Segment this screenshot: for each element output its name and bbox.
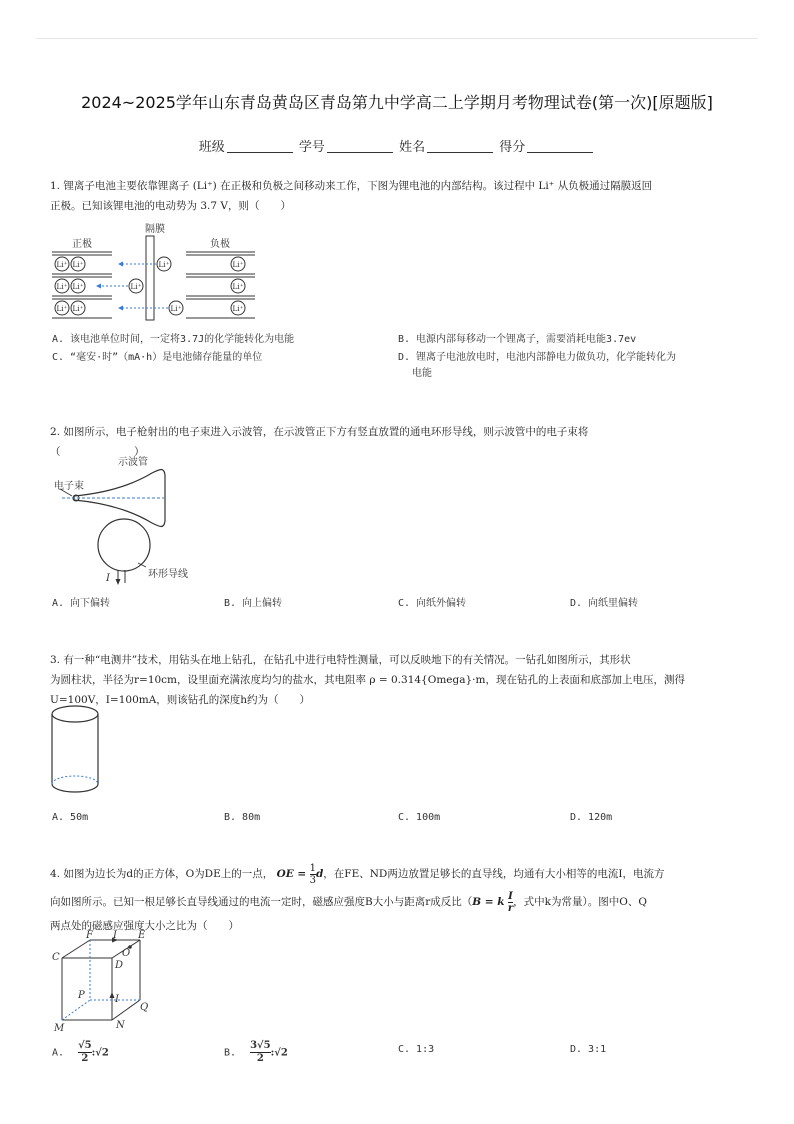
q4-line-2a: 向如图所示。已知一根足够长直导线通过的电流一定时，磁感应强度B大小与距离r成反比（ [50,896,473,908]
q2-option-a[interactable]: A. 向下偏转 [52,598,111,609]
current-top-label: I [113,930,117,941]
score-blank[interactable] [527,152,593,153]
ion-label: Li⁺ [72,260,84,269]
ring-wire [98,519,150,571]
q4-line-2b: ，式中k为常量）。图中O、Q [513,896,647,908]
ion-label: Li⁺ [232,260,244,269]
q4-line-1b: ，在FE、ND两边放置足够长的直导线，均通有大小相等的电流I，电流方 [323,868,665,880]
header-rule [36,38,758,39]
q1-option-d-line-2: 电能 [412,368,432,379]
q1-option-a[interactable]: A. 该电池单位时间，一定将3.7J的化学能转化为电能 [52,334,295,345]
q3-option-c[interactable]: C. 100m [398,812,441,823]
vertex-f-label: F [86,930,93,941]
q3-option-a[interactable]: A. 50m [52,812,89,823]
beam-label: 电子束 [54,481,84,492]
cube-edge [62,940,90,958]
q4-fraction-den: r [507,902,514,914]
ion-label: Li⁺ [158,260,170,269]
q1-battery-figure [50,222,265,322]
q4-option-a[interactable] [52,1040,109,1065]
q1-line-2: 正极。已知该锂电池的电动势为 3.7 V，则（ ） [50,200,291,212]
q4-fraction-num: I [508,890,513,902]
q2-line-2: （ ） [50,446,145,458]
current-arrow-icon [110,992,115,998]
current-mid-label: I [115,994,119,1005]
vertex-c-label: C [52,952,60,963]
q3-line-1: 3. 有一种“电测井”技术，用钻头在地上钻孔，在钻孔中进行电特性测量，可以反映地下的有关情况。一钻孔如图所示，其形状 [50,654,631,666]
q3-line-3: U=100V，I=100mA，则该钻孔的深度h约为（ ） [50,694,311,706]
ion-label: Li⁺ [56,304,68,313]
q4-oe: OE = [276,868,307,880]
ion-label: Li⁺ [56,282,68,291]
fraction-den: 2 [81,1053,89,1064]
class-label: 班级 [198,140,225,155]
current-label: I [106,573,110,584]
q3-option-b[interactable]: B. 80m [224,812,261,823]
ion-label: Li⁺ [130,282,142,291]
q3-option-d[interactable]: D. 120m [570,812,613,823]
score-label: 得分 [499,140,526,155]
q4-d-var: d [315,868,324,880]
membrane [146,236,154,320]
vertex-n-label: N [116,1020,125,1031]
q2-line-1: 2. 如图所示，电子枪射出的电子束进入示波管，在示波管正下方有竖直放置的通电环形导线，则示波管中的电子束将 [50,426,589,438]
q4-fraction-num: 1 [309,862,316,874]
q4-option-b[interactable] [224,1040,288,1065]
q4-fraction-den: 3 [309,874,316,886]
question-1-stem [50,176,750,216]
ion-label: Li⁺ [170,304,182,313]
q4-line-3: 两点处的磁感应强度大小之比为（ ） [50,920,239,932]
point-o-label: O [122,948,131,959]
q4-option-d[interactable]: D. 3:1 [570,1044,607,1055]
q3-line-2: 为圆柱状，半径为r=10cm，设里面充满浓度均匀的盐水，其电阻率 ρ = 0.314{Omega}·m，现在钻孔的上表面和底部加上电压，测得 [50,674,685,686]
ion-label: Li⁺ [72,304,84,313]
q4-line-1a: 4. 如图为边长为d的正方体，O为DE上的一点， [50,868,274,880]
arrow-head-icon [118,306,123,311]
q2-option-c[interactable]: C. 向纸外偏转 [398,598,467,609]
q2-option-b[interactable]: B. 向上偏转 [224,598,283,609]
fraction-num: 3√5 [250,1040,271,1051]
cylinder-bottom-front [52,784,98,792]
q4-option-a-tail: :√2 [91,1047,109,1059]
question-4-stem [50,860,750,936]
vertex-q-label: Q [140,1002,149,1013]
q4-cube-figure [52,930,162,1035]
q4-line-2 [50,888,750,916]
q1-option-d[interactable] [398,350,676,382]
tube-label: 示波管 [118,457,148,468]
cylinder-top [52,706,98,722]
positive-label: 正极 [72,239,92,250]
question-3-stem [50,650,750,710]
page-title: 2024~2025学年山东青岛黄岛区青岛第九中学高二上学期月考物理试卷(第一次)[原题版] [81,93,713,112]
class-blank[interactable] [227,152,293,153]
q1-option-c[interactable]: C. “毫安·时”（mA·h）是电池储存能量的单位 [52,352,263,363]
q4-b-eq: B = k [472,896,505,908]
hidden-edge [62,1000,90,1020]
q4-option-b-fraction [250,1040,271,1065]
student-info-line [0,136,794,155]
name-label: 姓名 [399,140,426,155]
cylinder-bottom-back [52,776,98,784]
vertex-d-label: D [115,960,124,971]
ion-label: Li⁺ [72,282,84,291]
q1-line-1: 1. 锂离子电池主要依靠锂离子 (Li⁺) 在正极和负极之间移动来工作，下图为锂电池的内部结构。该过程中 Li⁺ 从负极通过隔膜返回 [50,180,653,192]
negative-label: 负极 [210,239,230,250]
q2-option-d[interactable]: D. 向纸里偏转 [570,598,639,609]
arrow-head-icon [118,262,123,267]
q4-option-a-label: A. [52,1047,65,1059]
q3-borehole-figure [50,704,102,796]
current-arrow-icon [116,579,121,585]
q4-option-b-tail: :√2 [270,1047,288,1059]
arrow-head-icon [96,284,101,289]
number-blank[interactable] [327,152,393,153]
q2-oscilloscope-figure [52,455,202,585]
q1-option-d-line-1: D. 锂离子电池放电时，电池内部静电力做负功，化学能转化为 [398,352,677,363]
vertex-p-label: P [78,990,85,1001]
q4-line-1 [50,860,750,888]
vertex-e-label: E [138,930,146,941]
vertex-m-label: M [54,1023,65,1034]
q4-option-c[interactable]: C. 1:3 [398,1044,435,1055]
fraction-num: √5 [78,1040,92,1051]
ion-label: Li⁺ [232,282,244,291]
ion-label: Li⁺ [56,260,68,269]
q4-option-b-label: B. [224,1047,237,1059]
loop-label: 环形导线 [148,569,188,580]
fraction-den: 2 [256,1053,264,1064]
ion-label: Li⁺ [232,304,244,313]
number-label: 学号 [298,140,325,155]
membrane-label: 隔膜 [145,224,165,235]
q4-option-a-fraction [78,1040,92,1065]
name-blank[interactable] [427,152,493,153]
q1-option-b[interactable]: B. 电源内部每移动一个锂离子，需要消耗电能3.7ev [398,334,637,345]
